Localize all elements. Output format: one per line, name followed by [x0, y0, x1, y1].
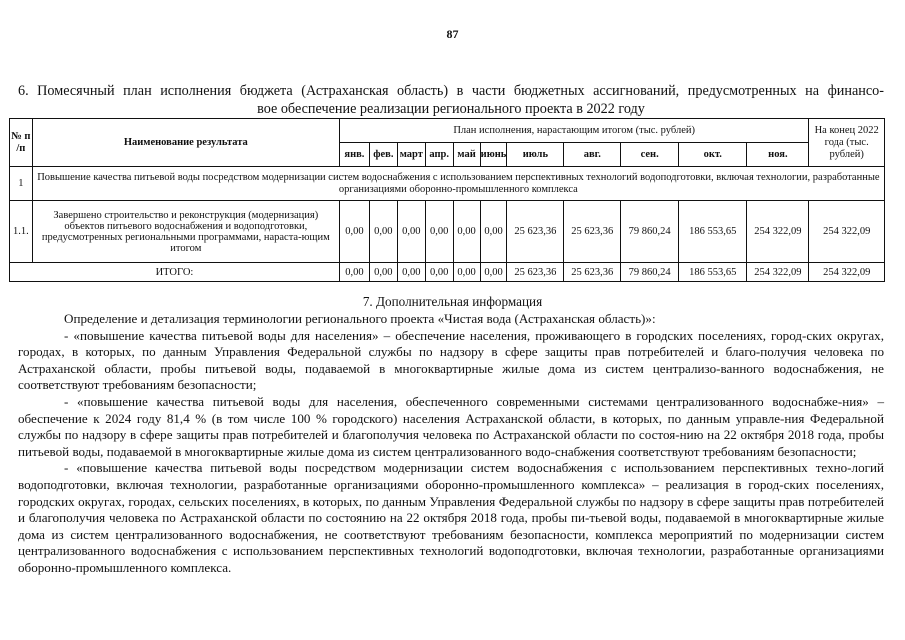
result-value-jan: 0,00	[339, 201, 369, 263]
budget-plan-table	[9, 118, 885, 282]
header-plan: План исполнения, нарастающим итогом (тыс. рублей)	[339, 119, 808, 143]
task-num: 1	[10, 167, 33, 201]
month-jun: июнь	[480, 143, 507, 167]
header-num: № п /п	[10, 119, 33, 167]
result-value-may: 0,00	[453, 201, 480, 263]
paragraph-definition-1: - «повышение качества питьевой воды для населения» – обеспечение населения, проживающего в городских поселениях, город-ских округах, городах, в которых, по данным Управления Федеральной службы по надзору в сфере защиты прав потребителей и благо-получия человека по Астраханской области, пробы питьевой воды, подаваемой в многоквартирные жилые дома из систем централизо-ванного водоснабжения, не соответствуют требованиям безопасности;	[18, 327, 884, 393]
total-value-sep: 79 860,24	[621, 263, 679, 282]
total-value-feb: 0,00	[369, 263, 397, 282]
result-name: Завершено строительство и реконструкция (модернизация) объектов питьевого водоснабжения и водоподготовки, предусмотренных региональными программами, нараста-ющим итогом	[32, 201, 339, 263]
result-value-mar: 0,00	[397, 201, 425, 263]
paragraph-definition-3: - «повышение качества питьевой воды посредством модернизации систем водоснабжения с использованием перспективных техно-логий водоподготовки, включая технологии, разработанные организациями оборонно-промышленного комплекса» – реализация в город-ских поселениях, городских округах, городах, сельских поселениях, в которых, по данным Управления Федеральной службы по надзору в сфере защиты прав потребителей и благополучия человека по Астраханской области по состоянию на 22 октября 2018 года, пробы пи-тьевой воды, подаваемой в многоквартирные жилые дома из систем централизованного водоснабжения, не соответствуют требованиям безопасности, комплекса мероприятий по модернизации систем централизованного водоснабжения с использованием перспективных технологий водоподготовки, включая технологии, разработанные организациями оборонно-промышленного комплекса.	[18, 460, 884, 575]
month-aug: авг.	[564, 143, 621, 167]
paragraph-definition-2: - «повышение качества питьевой воды для населения, обеспеченного современными системами централизованного водоснабже-ния» – обеспечение к 2024 году 81,4 % (в том числе 100 % городского) населения Астраханской области, в которых, по данным управле-ния Федеральной службы по надзору в сфере защиты прав потребителей и благополучия человека по Астраханской области по состоя-нию на 22 октября 2018 года, пробы питьевой воды, подаваемой в многоквартирные жилые дома из систем централизованного водо-снабжения соответствуют требованиям безопасности;	[18, 393, 884, 459]
month-apr: апр.	[425, 143, 453, 167]
total-value-mar: 0,00	[397, 263, 425, 282]
header-result-name: Наименование результата	[32, 119, 339, 167]
task-row	[10, 167, 885, 201]
month-oct: окт.	[679, 143, 747, 167]
month-jul: июль	[507, 143, 564, 167]
total-value-apr: 0,00	[425, 263, 453, 282]
total-row	[10, 263, 885, 282]
paragraph-definition-intro: Определение и детализация терминологии регионального проекта «Чистая вода (Астраханская область)»:	[64, 311, 656, 326]
result-value-jun: 0,00	[480, 201, 507, 263]
month-jan: янв.	[339, 143, 369, 167]
result-value-jul: 25 623,36	[507, 201, 564, 263]
month-sep: сен.	[621, 143, 679, 167]
section-6-title-line2: вое обеспечение реализации регионального проекта в 2022 году	[257, 101, 645, 117]
task-text: Повышение качества питьевой воды посредством модернизации систем водоснабжения с использованием перспективных технологий водоподготовки, включая технологии, разработанные организациями оборонно-промышленного комплекса	[32, 167, 884, 201]
result-value-aug: 25 623,36	[564, 201, 621, 263]
total-value-aug: 25 623,36	[564, 263, 621, 282]
result-value-feb: 0,00	[369, 201, 397, 263]
page-number: 87	[446, 27, 459, 41]
month-feb: фев.	[369, 143, 397, 167]
total-value-nov: 254 322,09	[747, 263, 809, 282]
result-row	[10, 201, 885, 263]
result-value-sep: 79 860,24	[621, 201, 679, 263]
total-value-oct: 186 553,65	[679, 263, 747, 282]
month-may: май	[453, 143, 480, 167]
month-mar: март	[397, 143, 425, 167]
result-num: 1.1.	[10, 201, 33, 263]
total-label: ИТОГО:	[10, 263, 340, 282]
total-value-jan: 0,00	[339, 263, 369, 282]
header-year-end: На конец 2022 года (тыс. рублей)	[809, 119, 885, 167]
section-7-title: 7. Дополнительная информация	[362, 294, 543, 309]
total-value-may: 0,00	[453, 263, 480, 282]
section-7-body	[18, 311, 884, 577]
result-value-apr: 0,00	[425, 201, 453, 263]
total-value-jul: 25 623,36	[507, 263, 564, 282]
section-6-title	[18, 82, 884, 118]
result-value-oct: 186 553,65	[679, 201, 747, 263]
section-6-title-line1: 6. Помесячный план исполнения бюджета (Астраханская область) в части бюджетных ассигнований, предусмотренных на финансо-	[18, 83, 884, 99]
month-nov: ноя.	[747, 143, 809, 167]
result-value-nov: 254 322,09	[747, 201, 809, 263]
result-year-end: 254 322,09	[809, 201, 885, 263]
total-year-end: 254 322,09	[809, 263, 885, 282]
total-value-jun: 0,00	[480, 263, 507, 282]
